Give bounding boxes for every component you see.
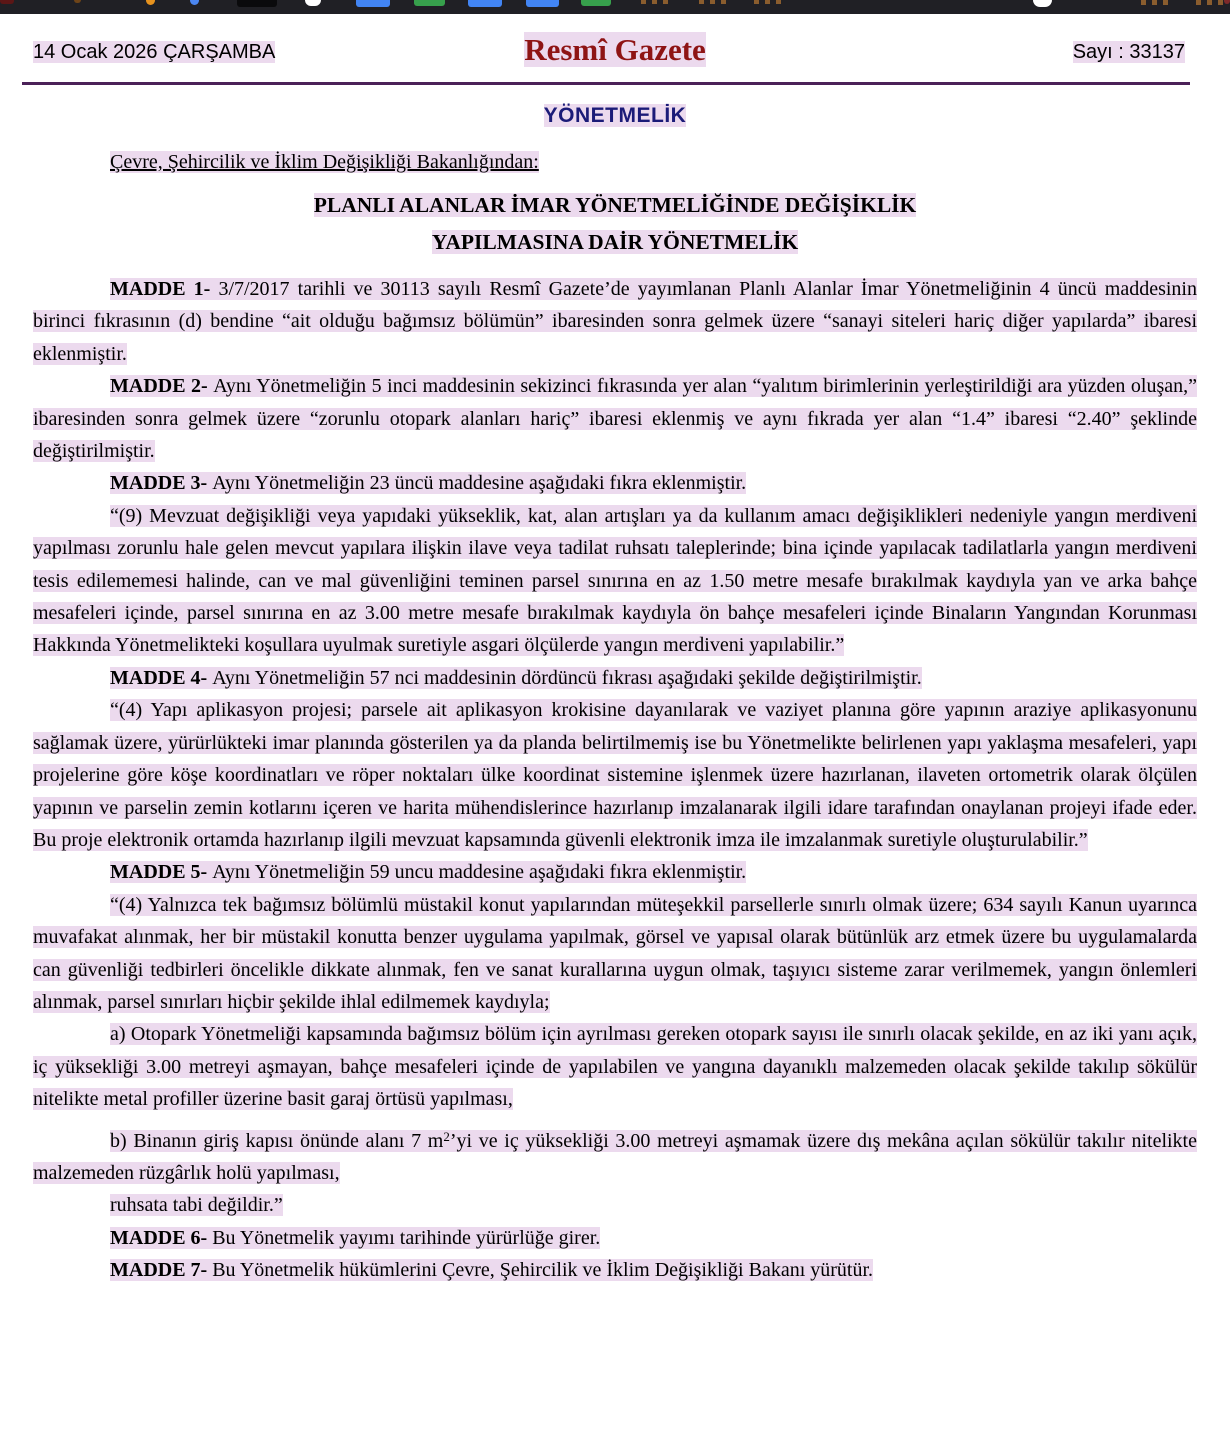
header-divider-rule [22, 82, 1190, 85]
toolbar-icon-fragment[interactable] [641, 0, 668, 4]
gazette-date-text: 14 Ocak 2026 ÇARŞAMBA [33, 41, 276, 63]
toolbar-icon-fragment[interactable] [414, 0, 445, 6]
toolbar-icon-fragment[interactable] [356, 0, 390, 7]
toolbar-icon-fragment[interactable] [237, 0, 277, 7]
toolbar-icon-fragment[interactable] [1141, 0, 1169, 5]
paragraph: a) Otopark Yönetmeliği kapsamında bağımsız bölüm için ayrılması gereken otopark sayısı ile sınırlı olacak şekilde, en az iki yanı açık, iç yüksekliği 3.00 metreyi aşmayan, bahçe mesafeleri içinde de yapılabilen ve yangına dayanıklı malzemeden olacak şekilde takılıp sökülür nitelikte metal profiller üzerine basit garaj örtüsü yapılması, [33, 1023, 1197, 1111]
gazette-masthead [0, 32, 1230, 68]
toolbar-icon-fragment[interactable] [1224, 0, 1230, 4]
toolbar-icon-fragment[interactable] [1196, 0, 1224, 5]
paragraph: “(4) Yalnızca tek bağımsız bölümlü müstakil konut yapılarından müteşekkil parsellerle sınırlı olmak üzere; 634 sayılı Kanun uyarınca muvafakat alınmak, her bir müstakil konutta benzer uygulama yapılmak, görsel ve yapısal olarak bütünlük arz etmek üzere bu uygulamalarda can güvenliği tedbirleri öncelikle dikkate alınmak, fen ve sanat kurallarına uygun olmak, taşıyıcı sisteme zarar verilmemek, yangın önlemleri alınmak, parsel sınırları hiçbir şekilde ihlal edilmemek kaydıyla; [33, 893, 1197, 1013]
paragraph: b) Binanın giriş kapısı önünde alanı 7 $m^2’yi$ ve iç yüksekliği 3.00 metreyi aşmamak üzere dış mekâna açılan sökülür takılır nitelikte malzemeden rüzgârlık holü yapılması, [33, 1128, 1197, 1184]
toolbar-icon-fragment[interactable] [190, 0, 199, 5]
toolbar-icon-fragment[interactable] [526, 0, 559, 7]
toolbar-icon-fragment[interactable] [468, 0, 502, 7]
paragraph: MADDE 3- Aynı Yönetmeliğin 23 üncü maddesine aşağıdaki fıkra eklenmiştir. [110, 472, 747, 495]
browser-toolbar-strip [0, 0, 1230, 14]
paragraph: “(4) Yapı aplikasyon projesi; parsele ait aplikasyon krokisine dayanılarak ve vaziyet planına göre yapının araziye aplikasyonunu sağlamak üzere, yürürlükteki imar planında gösterilen ya da planda belirtilmemiş ise bu Yönetmelikte belirlenen yapı yaklaşma mesafeleri, yapı projelerine göre köşe koordinatları ve röper noktaları ülke koordinat sistemine işlenmek üzere hazırlanan, ilaveten ortometrik olarak ölçülen yapının ve parselin zemin kotlarını içeren ve harita mühendislerince hazırlanıp imzalanarak ilgili idare tarafından onaylanan projeyi ifade eder. Bu proje elektronik ortamda hazırlanıp ilgili mevzuat kapsamında güvenli elektronik imza ile imzalanmak suretiyle oluşturulabilir.” [33, 699, 1197, 851]
regulation-title-line1 [0, 187, 1230, 224]
toolbar-icon-fragment[interactable] [581, 0, 611, 6]
paragraph: MADDE 7- Bu Yönetmelik hükümlerini Çevre, Şehircilik ve İklim Değişikliği Bakanı yürütür. [110, 1259, 874, 1282]
paragraph: MADDE 5- Aynı Yönetmeliğin 59 uncu maddesine aşağıdaki fıkra eklenmiştir. [110, 861, 747, 884]
toolbar-icon-fragment[interactable] [754, 0, 781, 4]
ministry-line-text: Çevre, Şehircilik ve İklim Değişikliği Bakanlığından: [110, 151, 539, 173]
paragraph: “(9) Mevzuat değişikliği veya yapıdaki yükseklik, kat, alan artışları ya da kullanım amacı değişiklikleri nedeniyle yangın merdiveni yapılması zorunlu hale gelen mevcut yapılara ilişkin ilave veya tadilat ruhsatı taleplerinde; bina içinde yapılacak tadilatlarla yangın merdiveni tesis edilememesi halinde, can ve mal güvenliğini teminen parsel sınırına en az 1.50 metre mesafe bırakılmak kaydıyla yan ve arka bahçe mesafeleri içinde, parsel sınırına en az 3.00 metre mesafe bırakılmak kaydıyla ön bahçe mesafeleri içinde Binaların Yangından Korunması Hakkında Yönetmelikteki koşullara uyulmak suretiyle asgari ölçülerde yangın merdiveni yapılabilir.” [33, 504, 1197, 657]
paragraph: ruhsata tabi değildir.” [110, 1194, 283, 1217]
toolbar-icon-fragment[interactable] [699, 0, 726, 4]
ministry-line [0, 151, 1230, 174]
regulation-title-line2-text: YAPILMASINA DAİR YÖNETMELİK [431, 230, 799, 254]
section-heading [0, 104, 1230, 128]
toolbar-icon-fragment[interactable] [146, 0, 155, 5]
paragraph: MADDE 1- 3/7/2017 tarihli ve 30113 sayılı Resmî Gazete’de yayımlanan Planlı Alanlar İmar Yönetmeliğinin 4 üncü maddesinin birinci fıkrasının (d) bendine “ait olduğu bağımsız bölümün” ibaresinden sonra gelmek üzere “sanayi siteleri hariç diğer yapılarda” ibaresi eklenmiştir. [33, 278, 1197, 365]
gazette-issue-number [1073, 41, 1185, 64]
gazette-header [0, 32, 1230, 72]
regulation-title [0, 187, 1230, 261]
toolbar-icon-fragment[interactable] [74, 0, 81, 3]
paragraph: MADDE 4- Aynı Yönetmeliğin 57 nci maddesinin dördüncü fıkrası aşağıdaki şekilde değiştirilmiştir. [110, 666, 922, 689]
regulation-title-line2 [0, 224, 1230, 261]
gazette-masthead-text: Resmî Gazete [524, 32, 706, 67]
paragraph: MADDE 2- Aynı Yönetmeliğin 5 inci maddesinin sekizinci fıkrasında yer alan “yalıtım birimlerinin yerleştirildiği ara yüzden oluşan,” ibaresinden sonra gelmek üzere “zorunlu otopark alanları hariç” ibaresi eklenmiş ve aynı fıkrada yer alan “1.4” ibaresi “2.40” şeklinde değiştirilmiştir. [33, 375, 1197, 463]
gazette-issue-text: Sayı : 33137 [1072, 41, 1185, 63]
section-heading-text: YÖNETMELİK [543, 104, 687, 127]
toolbar-icon-fragment[interactable] [0, 0, 14, 4]
regulation-title-line1-text: PLANLI ALANLAR İMAR YÖNETMELİĞİNDE DEĞİŞİKLİK [313, 193, 917, 217]
toolbar-icon-fragment[interactable] [305, 0, 321, 6]
paragraph: MADDE 6- Bu Yönetmelik yayımı tarihinde yürürlüğe girer. [110, 1226, 601, 1249]
document-paragraphs [0, 273, 1230, 1287]
toolbar-icon-fragment[interactable] [1033, 0, 1052, 7]
